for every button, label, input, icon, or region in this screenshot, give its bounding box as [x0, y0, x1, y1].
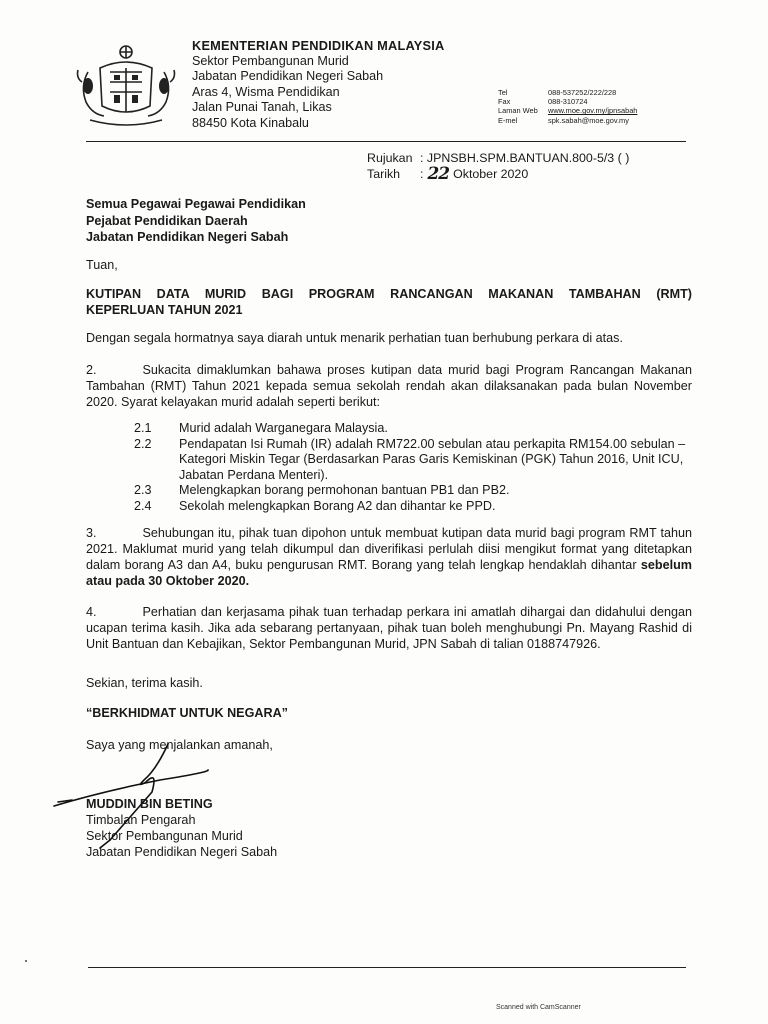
addressee-line: Semua Pegawai Pegawai Pendidikan: [86, 197, 306, 211]
item-number: 2.4: [134, 498, 152, 513]
paragraph-text: Sehubungan itu, pihak tuan dipohon untuk membuat kutipan data murid bagi program RMT tahun 2021. Maklumat murid yang telah dikumpul dan diverifikasi perlulah diisi mengikut format yang ditetapkan dalam borang A3 dan A4, buku pengurusan RMT. Borang yang telah lengkap hendaklah dihantar: [86, 526, 692, 572]
list-item: [134, 437, 694, 484]
closing-line: Sekian, terima kasih.: [86, 676, 203, 690]
email-link[interactable]: spk.sabah@moe.gov.my: [548, 115, 629, 125]
contact-block: [498, 88, 637, 125]
handwritten-day: 22: [427, 164, 450, 184]
paragraph-2: [86, 362, 692, 410]
subject-line: KUTIPAN DATA MURID BAGI PROGRAM RANCANGAN MAKANAN TAMBAHAN (RMT): [86, 287, 692, 301]
list-item: [134, 421, 694, 437]
handwritten-signature: [40, 740, 270, 850]
list-item: [134, 499, 694, 515]
item-number: 2.3: [134, 483, 152, 498]
rujukan-label: Rujukan: [367, 151, 413, 165]
contact-label: Fax: [498, 97, 511, 107]
motto: “BERKHIDMAT UNTUK NEGARA”: [86, 706, 288, 720]
addressee-line: Pejabat Pendidikan Daerah: [86, 213, 248, 228]
paragraph-number: 3.: [86, 526, 97, 540]
ministry-name: KEMENTERIAN PENDIDIKAN MALAYSIA: [192, 38, 445, 53]
contact-label: Laman Web: [498, 106, 538, 116]
header-divider: [86, 141, 686, 142]
address-line: Jabatan Pendidikan Negeri Sabah: [192, 69, 384, 84]
item-text: Murid adalah Warganegara Malaysia.: [179, 421, 388, 435]
item-text: Pendapatan Isi Rumah (IR) adalah RM722.00 sebulan atau perkapita RM154.00 sebulan – Kategori Miskin Tegar (Berdasarkan Paras Garis Kemiskinan (PGK) Tahun 2016, Unit ICU, Jabatan Perdana Menteri).: [179, 436, 686, 482]
paragraph-number: 2.: [86, 363, 97, 377]
eligibility-list: [134, 421, 694, 515]
signatory-name: MUDDIN BIN BETING: [86, 797, 213, 811]
item-number: 2.1: [134, 421, 152, 435]
intro-paragraph: Dengan segala hormatnya saya diarah untuk menarik perhatian tuan berhubung perkara di atas.: [86, 331, 623, 345]
subject-line: KEPERLUAN TAHUN 2021: [86, 303, 243, 317]
contact-label: Tel: [498, 88, 508, 97]
salutation: Tuan,: [86, 258, 118, 272]
tarikh-colon: :: [420, 167, 424, 181]
paragraph-text: Sukacita dimaklumkan bahawa proses kutipan data murid bagi Program Rancangan Makanan Tambahan (RMT) Tahun 2021 kepada semua sekolah rendah akan dilaksanakan pada bulan November 2020. Syarat kelayakan murid adalah seperti berikut:: [86, 363, 692, 409]
item-text: Sekolah melengkapkan Borang A2 dan dihantar ke PPD.: [179, 498, 496, 513]
address-line: 88450 Kota Kinabalu: [192, 115, 309, 130]
contact-value: 088-310724: [548, 97, 588, 107]
subject-heading: [86, 286, 692, 318]
address-line: Aras 4, Wisma Pendidikan: [192, 84, 340, 99]
paragraph-3: [86, 525, 692, 589]
item-text: Melengkapkan borang permohonan bantuan PB1 dan PB2.: [179, 483, 510, 498]
item-number: 2.2: [134, 436, 152, 451]
trust-line: Saya yang menjalankan amanah,: [86, 738, 273, 752]
tarikh-label: Tarikh: [367, 167, 401, 181]
paragraph-text: Perhatian dan kerjasama pihak tuan terhadap perkara ini amatlah dihargai dan didahului dengan ucapan terima kasih. Jika ada sebarang pertanyaan, pihak tuan boleh menghubungi Pn. Mayang Rashid di Unit Bantuan dan Kebajikan, Sektor Pembangunan Murid, JPN Sabah di talian 0188747926.: [86, 605, 692, 651]
rujukan-value: : JPNSBH.SPM.BANTUAN.800-5/3 ( ): [420, 151, 630, 165]
address-line: Sektor Pembangunan Murid: [192, 53, 349, 68]
reference-block: [367, 150, 629, 182]
footer-divider: [88, 967, 686, 968]
scan-speck: [25, 960, 27, 962]
addressee-line: Jabatan Pendidikan Negeri Sabah: [86, 230, 289, 244]
list-item: [134, 483, 694, 499]
tarikh-month-year: Oktober 2020: [453, 167, 529, 181]
signatory-title: Timbalan Pengarah: [86, 813, 196, 827]
signatory-title: Sektor Pembangunan Murid: [86, 829, 243, 843]
paragraph-4: [86, 604, 692, 652]
paragraph-number: 4.: [86, 605, 97, 619]
website-link[interactable]: www.moe.gov.my/jpnsabah: [548, 106, 638, 116]
contact-value: 088-537252/222/228: [548, 88, 617, 97]
coat-of-arms-logo: [70, 42, 182, 128]
signatory-title: Jabatan Pendidikan Negeri Sabah: [86, 845, 278, 859]
addressee: [86, 196, 306, 246]
contact-label: E-mel: [498, 115, 518, 125]
deadline-text: sebelum atau pada 30 Oktober 2020.: [86, 558, 693, 588]
address-line: Jalan Punai Tanah, Likas: [192, 100, 332, 115]
scanner-watermark: Scanned with CamScanner: [496, 1004, 581, 1011]
letterhead: [192, 38, 444, 132]
